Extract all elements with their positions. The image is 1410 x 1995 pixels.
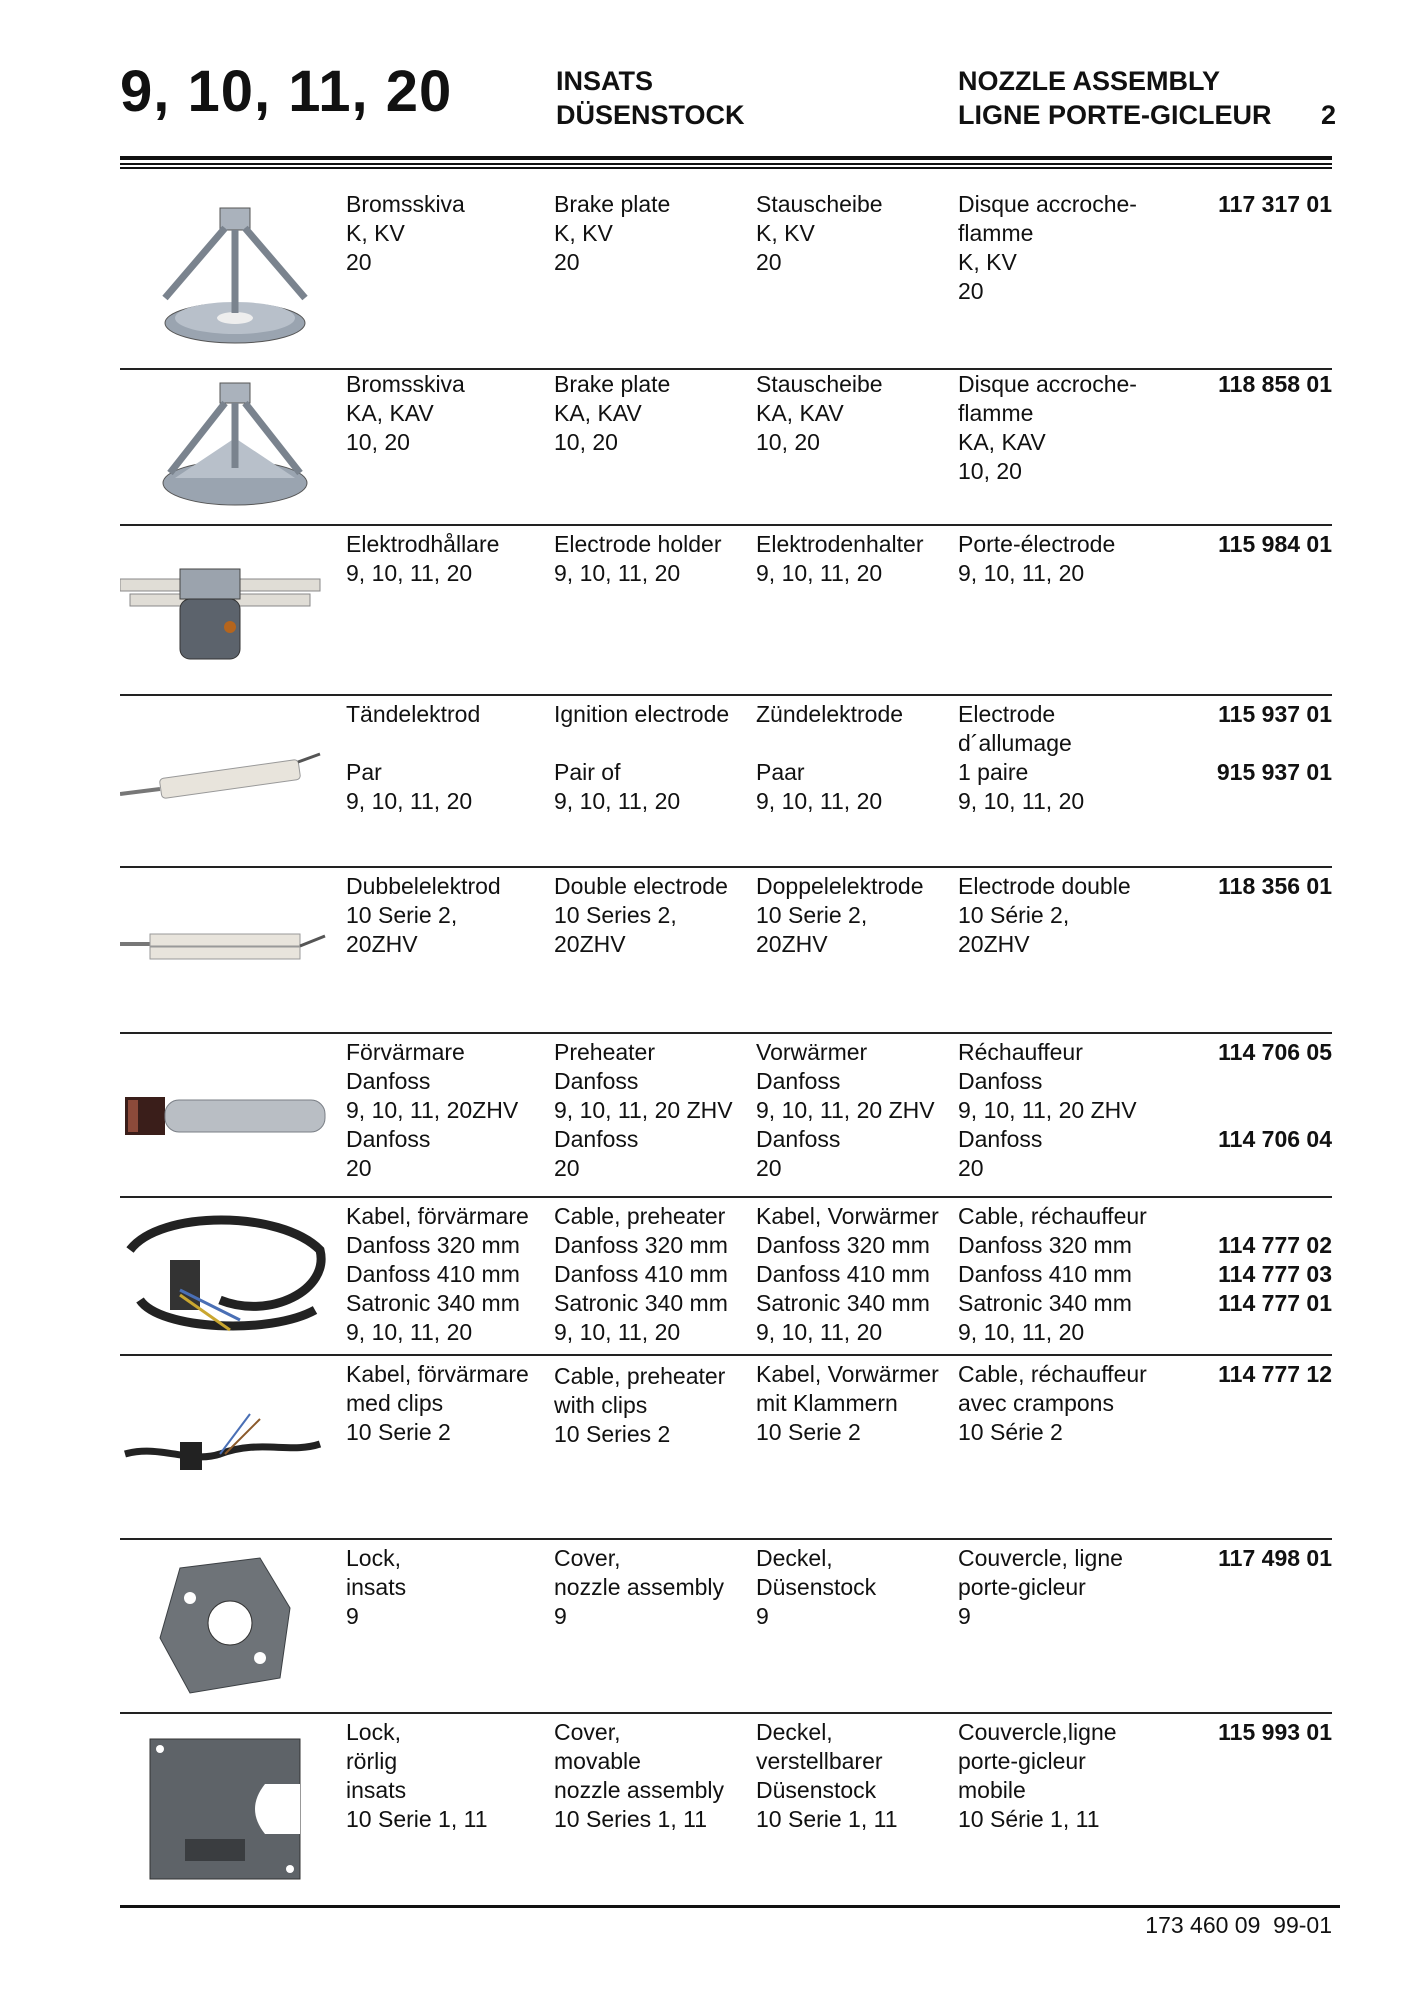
part-number: 114 777 02 114 777 03 114 777 01 bbox=[1218, 1232, 1332, 1316]
name-fr: Couvercle, ligne porte-gicleur 9 bbox=[958, 1545, 1123, 1629]
name-de: Elektrodenhalter 9, 10, 11, 20 bbox=[756, 531, 924, 586]
part-row bbox=[120, 866, 1332, 1030]
part-row bbox=[120, 1032, 1332, 1196]
name-en: Preheater Danfoss 9, 10, 11, 20 ZHV Danfoss 20 bbox=[554, 1039, 733, 1181]
ignition-electrode-photo bbox=[120, 744, 330, 814]
name-sv: Lock, insats 9 bbox=[346, 1545, 407, 1629]
row-divider bbox=[120, 368, 1332, 370]
name-en: Cover, nozzle assembly 9 bbox=[554, 1545, 725, 1629]
part-row bbox=[120, 1196, 1332, 1352]
double-electrode-photo bbox=[120, 916, 330, 976]
name-fr: Couvercle,ligne porte-gicleur mobile 10 Série 1, 11 bbox=[958, 1719, 1117, 1832]
electrode-holder-photo bbox=[120, 549, 330, 669]
part-row bbox=[120, 694, 1332, 866]
name-sv: Elektrodhållare 9, 10, 11, 20 bbox=[346, 531, 500, 586]
row-divider bbox=[120, 694, 1332, 696]
name-de: Kabel, Vorwärmer Danfoss 320 mm Danfoss 410 mm Satronic 340 mm 9, 10, 11, 20 bbox=[756, 1203, 939, 1345]
row-divider bbox=[120, 866, 1332, 868]
part-row bbox=[120, 1712, 1332, 1882]
name-de: Deckel, Düsenstock 9 bbox=[756, 1545, 877, 1629]
header-rule-2 bbox=[120, 167, 1332, 169]
row-divider bbox=[120, 1538, 1332, 1540]
part-number: 115 993 01 bbox=[1218, 1719, 1332, 1745]
name-fr: Electrode d´allumage 1 paire 9, 10, 11, 20 bbox=[958, 701, 1085, 814]
name-en: Cover, movable nozzle assembly 10 Series 1, 11 bbox=[554, 1719, 725, 1832]
name-fr: Cable, réchauffeur Danfoss 320 mm Danfoss 410 mm Satronic 340 mm 9, 10, 11, 20 bbox=[958, 1203, 1147, 1345]
part-number: 118 858 01 bbox=[1218, 371, 1332, 397]
footer-doc-number: 173 460 09 99-01 bbox=[1145, 1912, 1332, 1938]
page-number: 2 bbox=[1320, 100, 1336, 130]
name-de: Deckel, verstellbarer Düsenstock 10 Serie 1, 11 bbox=[756, 1719, 898, 1832]
name-sv: Dubbelelektrod 10 Serie 2, 20ZHV bbox=[346, 873, 501, 957]
header-title-en-fr bbox=[958, 64, 1336, 132]
name-fr: Electrode double 10 Série 2, 20ZHV bbox=[958, 873, 1131, 957]
part-number: 118 356 01 bbox=[1218, 873, 1332, 899]
name-sv: Förvärmare Danfoss 9, 10, 11, 20ZHV Danfoss 20 bbox=[346, 1039, 519, 1181]
name-sv: Tändelektrod Par 9, 10, 11, 20 bbox=[346, 701, 481, 814]
name-en: Cable, preheater with clips 10 Series 2 bbox=[554, 1363, 726, 1447]
name-de: Stauscheibe KA, KAV 10, 20 bbox=[756, 371, 883, 455]
name-en: Cable, preheater Danfoss 320 mm Danfoss 410 mm Satronic 340 mm 9, 10, 11, 20 bbox=[554, 1203, 728, 1345]
title-en: NOZZLE ASSEMBLY bbox=[958, 66, 1221, 96]
name-fr: Cable, réchauffeur avec crampons 10 Série 2 bbox=[958, 1361, 1147, 1445]
name-de: Doppelelektrode 10 Serie 2, 20ZHV bbox=[756, 873, 924, 957]
name-de: Zündelektrode Paar 9, 10, 11, 20 bbox=[756, 701, 904, 814]
name-de: Kabel, Vorwärmer mit Klammern 10 Serie 2 bbox=[756, 1361, 939, 1445]
part-row bbox=[120, 368, 1332, 523]
name-fr: Disque accroche- flamme K, KV 20 bbox=[958, 191, 1137, 304]
name-sv: Kabel, förvärmare Danfoss 320 mm Danfoss 410 mm Satronic 340 mm 9, 10, 11, 20 bbox=[346, 1203, 529, 1345]
part-number: 115 937 01 915 937 01 bbox=[1216, 701, 1332, 785]
name-sv: Lock, rörlig insats 10 Serie 1, 11 bbox=[346, 1719, 488, 1832]
part-number: 115 984 01 bbox=[1218, 531, 1332, 557]
name-fr: Disque accroche- flamme KA, KAV 10, 20 bbox=[958, 371, 1137, 484]
name-sv: Kabel, förvärmare med clips 10 Serie 2 bbox=[346, 1361, 529, 1445]
name-fr: Réchauffeur Danfoss 9, 10, 11, 20 ZHV Danfoss 20 bbox=[958, 1039, 1137, 1181]
name-sv: Bromsskiva KA, KAV 10, 20 bbox=[346, 371, 465, 455]
title-de: DÜSENSTOCK bbox=[556, 100, 745, 130]
name-en: Ignition electrode Pair of 9, 10, 11, 20 bbox=[554, 701, 730, 814]
cover-nozzle-assembly-photo bbox=[150, 1548, 300, 1698]
name-en: Electrode holder 9, 10, 11, 20 bbox=[554, 531, 722, 586]
title-fr: LIGNE PORTE-GICLEUR bbox=[958, 100, 1272, 130]
part-number: 114 706 05 114 706 04 bbox=[1218, 1039, 1332, 1152]
part-row bbox=[120, 1538, 1332, 1708]
row-divider bbox=[120, 524, 1332, 526]
part-row bbox=[120, 1354, 1332, 1538]
part-number: 117 498 01 bbox=[1218, 1545, 1332, 1571]
header-title-sv-de bbox=[556, 64, 745, 132]
name-sv: Bromsskiva K, KV 20 bbox=[346, 191, 465, 275]
part-row bbox=[120, 190, 1332, 360]
brake-plate-k-photo bbox=[145, 198, 325, 358]
part-number: 114 777 12 bbox=[1218, 1361, 1332, 1387]
name-en: Double electrode 10 Series 2, 20ZHV bbox=[554, 873, 728, 957]
footer-rule bbox=[120, 1905, 1340, 1908]
cover-movable-photo bbox=[145, 1734, 305, 1884]
row-divider bbox=[120, 1032, 1332, 1034]
header-rule-thick bbox=[120, 156, 1332, 160]
part-number: 117 317 01 bbox=[1218, 191, 1332, 217]
name-en: Brake plate K, KV 20 bbox=[554, 191, 671, 275]
name-en: Brake plate KA, KAV 10, 20 bbox=[554, 371, 671, 455]
brake-plate-ka-photo bbox=[145, 378, 325, 518]
part-row bbox=[120, 524, 1332, 694]
row-divider bbox=[120, 1196, 1332, 1198]
preheater-cable-clips-photo bbox=[120, 1394, 330, 1504]
name-fr: Porte-électrode 9, 10, 11, 20 bbox=[958, 531, 1116, 586]
preheater-cable-photo bbox=[120, 1210, 330, 1340]
header-rule-1 bbox=[120, 163, 1332, 165]
title-sv: INSATS bbox=[556, 66, 654, 96]
header-models: 9, 10, 11, 20 bbox=[120, 59, 453, 124]
name-de: Vorwärmer Danfoss 9, 10, 11, 20 ZHV Danfoss 20 bbox=[756, 1039, 935, 1181]
preheater-photo bbox=[120, 1072, 330, 1152]
row-divider bbox=[120, 1712, 1332, 1714]
name-de: Stauscheibe K, KV 20 bbox=[756, 191, 883, 275]
row-divider bbox=[120, 1354, 1332, 1356]
